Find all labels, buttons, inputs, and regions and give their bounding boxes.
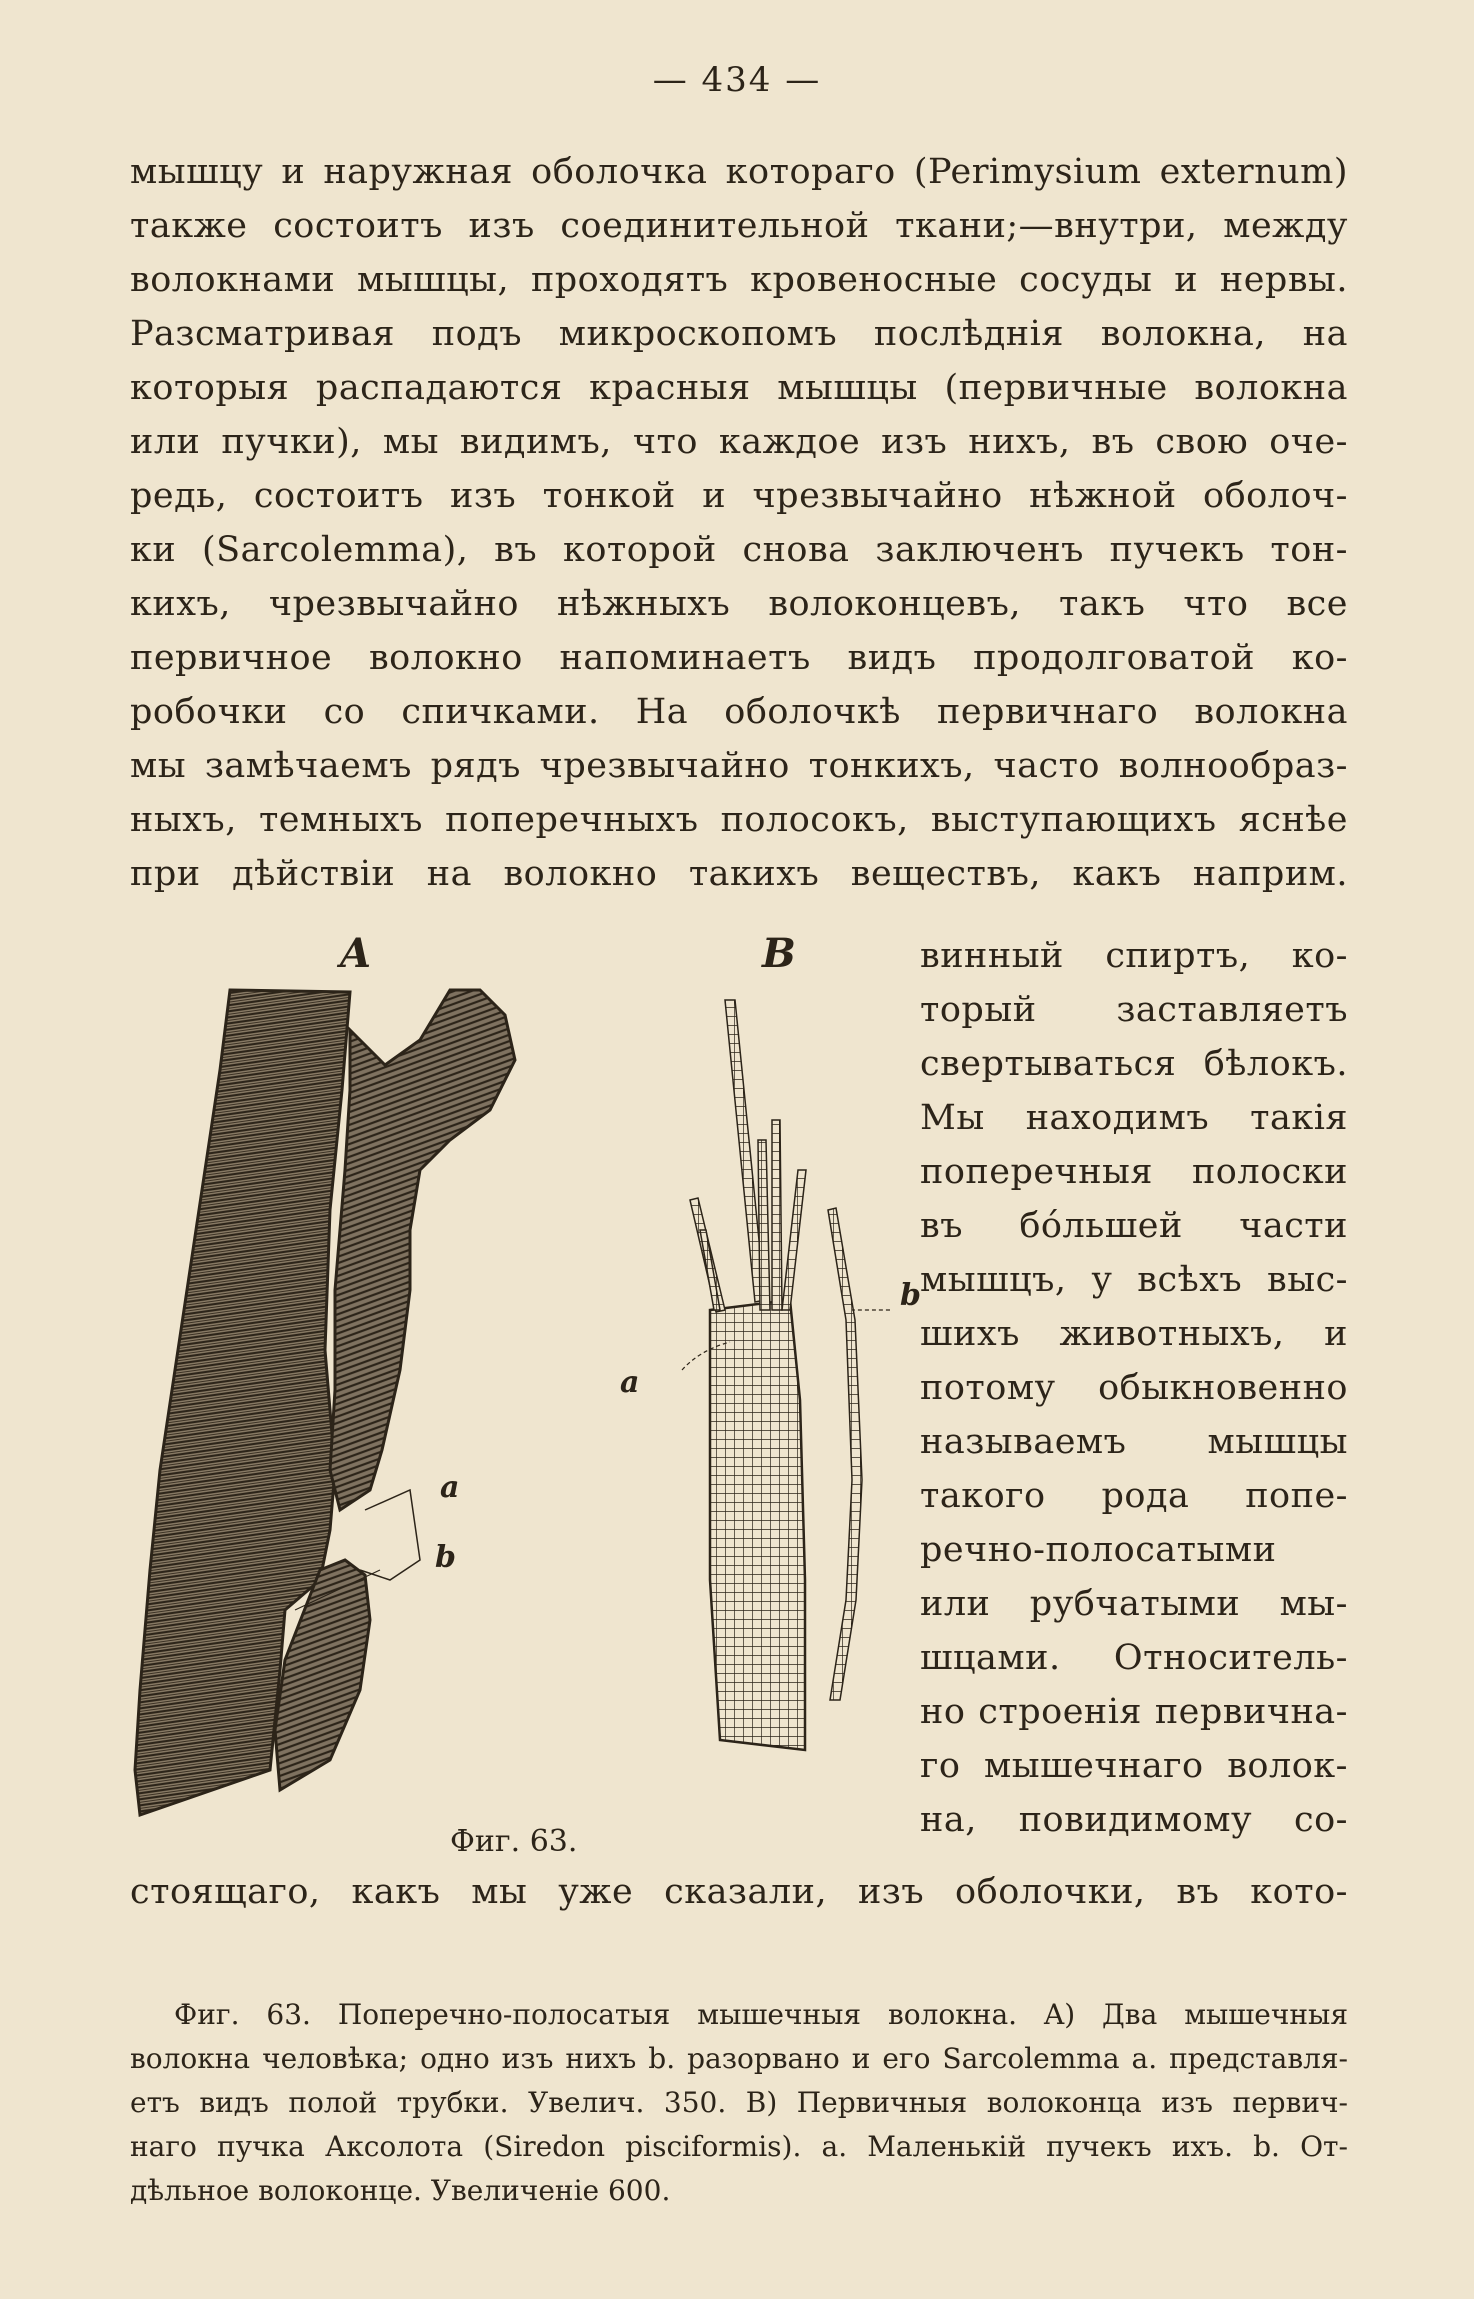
side-line: поперечныя полоски [920, 1152, 1348, 1192]
body-line: волокнами мышцы, проходятъ кровеносные сосуды и нервы. [130, 260, 1348, 300]
body-line: также состоитъ изъ соединительной ткани;—внутри, между [130, 206, 1348, 246]
figure-b-fibrils [680, 980, 920, 1760]
body-line: ки (Sarcolemma), въ которой снова заключенъ пучекъ тон- [130, 530, 1348, 570]
caption-line: Фиг. 63. Поперечно-полосатыя мышечныя волокна. A) Два мышечныя [174, 1998, 1348, 2031]
body-line: при дѣйствіи на волокно такихъ веществъ, какъ наприм. [130, 854, 1348, 894]
body-line: которыя распадаются красныя мышцы (первичные волокна [130, 368, 1348, 408]
side-line: го мышечнаго волок- [920, 1746, 1348, 1786]
figure-b-letter-b: b [900, 1278, 921, 1313]
body-line: первичное волокно напоминаетъ видъ продолговатой ко- [130, 638, 1348, 678]
side-line: называемъ мышцы [920, 1422, 1348, 1462]
figure-b-letter-a: a [620, 1365, 640, 1400]
side-line: потому обыкновенно [920, 1368, 1348, 1408]
caption-line: волокна человѣка; одно изъ нихъ b. разорвано и его Sarcolemma a. представля- [130, 2042, 1348, 2075]
side-line: шцами. Относитель- [920, 1638, 1348, 1678]
figure-label-b: B [762, 930, 796, 977]
body-line: стоящаго, какъ мы уже сказали, изъ оболочки, въ кото- [130, 1872, 1348, 1912]
side-line: или рубчатыми мы- [920, 1584, 1348, 1624]
figure-a-letter-b: b [435, 1540, 456, 1575]
caption-line: наго пучка Аксолота (Siredon pisciformis). a. Маленькій пучекъ ихъ. b. От- [130, 2130, 1348, 2163]
body-line: кихъ, чрезвычайно нѣжныхъ волоконцевъ, такъ что все [130, 584, 1348, 624]
side-line: Мы находимъ такія [920, 1098, 1348, 1138]
body-line: мышцу и наружная оболочка котораго (Perimysium externum) [130, 152, 1348, 192]
page-number: — 434 — [652, 60, 822, 100]
side-line: торый заставляетъ [920, 990, 1348, 1030]
side-line: но строенія первична- [920, 1692, 1348, 1732]
side-line: речно-полосатыми [920, 1530, 1277, 1570]
body-line: редь, состоитъ изъ тонкой и чрезвычайно нѣжной оболоч- [130, 476, 1348, 516]
body-line: робочки со спичками. На оболочкѣ первичнаго волокна [130, 692, 1348, 732]
figure-title: Фиг. 63. [450, 1824, 578, 1859]
body-line: или пучки), мы видимъ, что каждое изъ нихъ, въ свою оче- [130, 422, 1348, 462]
figure-label-a: A [340, 930, 372, 977]
body-line: ныхъ, темныхъ поперечныхъ полосокъ, выступающихъ яснѣе [130, 800, 1348, 840]
body-line: Разсматривая подъ микроскопомъ послѣднія волокна, на [130, 314, 1348, 354]
side-line: шихъ животныхъ, и [920, 1314, 1348, 1354]
side-line: винный спиртъ, ко- [920, 936, 1348, 976]
side-line: такого рода попе- [920, 1476, 1348, 1516]
caption-line: дѣльное волоконце. Увеличеніе 600. [130, 2174, 671, 2207]
side-line: въ бо́льшей части [920, 1206, 1348, 1246]
side-line: мышцъ, у всѣхъ выс- [920, 1260, 1348, 1300]
side-line: на, повидимому со- [920, 1800, 1348, 1840]
figure-a-letter-a: a [440, 1470, 460, 1505]
caption-line: етъ видъ полой трубки. Увелич. 350. B) Первичныя волоконца изъ первич- [130, 2086, 1348, 2119]
body-line: мы замѣчаемъ рядъ чрезвычайно тонкихъ, часто волнообраз- [130, 746, 1348, 786]
side-line: свертываться бѣлокъ. [920, 1044, 1348, 1084]
figure-a-muscle-fibers [120, 970, 600, 1830]
